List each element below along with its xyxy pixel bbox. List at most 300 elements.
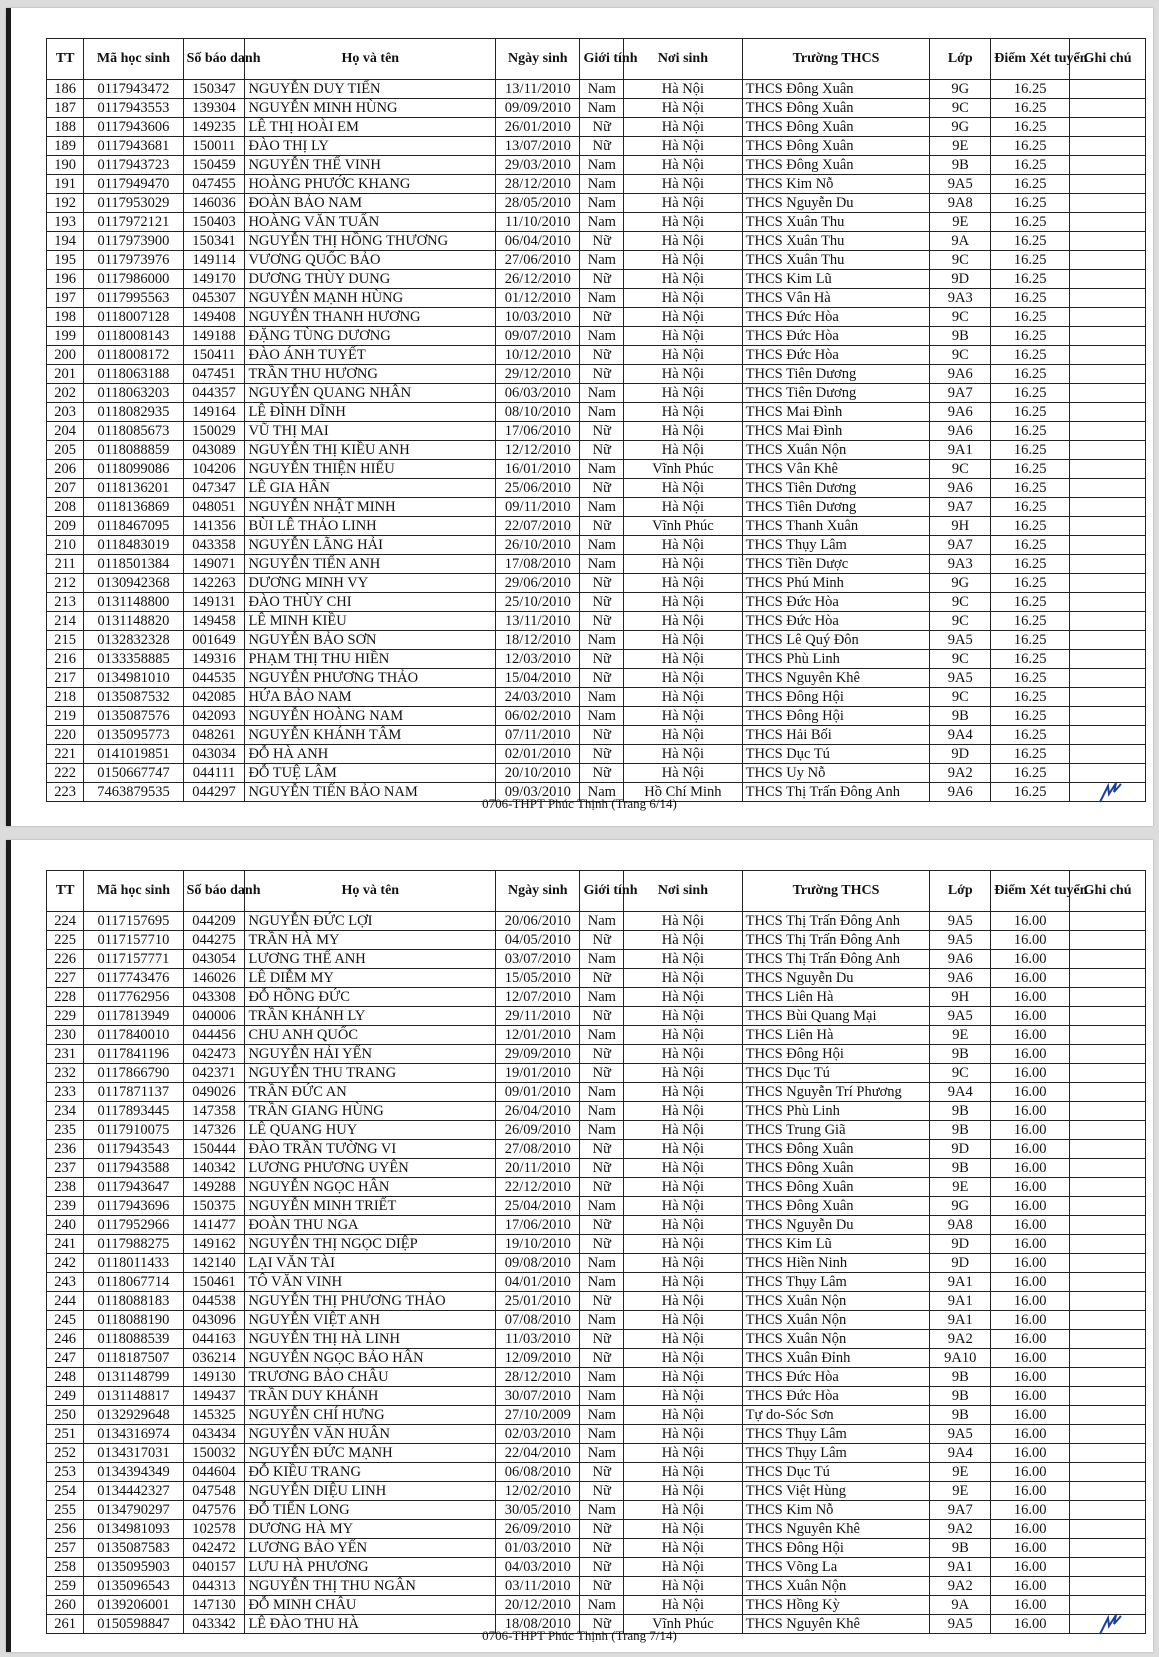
cell-score: 16.25 (991, 479, 1070, 498)
cell-exam-number: 149162 (183, 1235, 245, 1254)
cell-class: 9A4 (930, 1444, 991, 1463)
cell-student-id: 0134317031 (84, 1444, 183, 1463)
cell-note (1070, 1501, 1146, 1520)
cell-tt: 203 (47, 403, 84, 422)
cell-full-name: HOÀNG PHƯỚC KHANG (245, 175, 496, 194)
cell-birth-date: 12/02/2010 (496, 1482, 580, 1501)
cell-score: 16.00 (991, 1615, 1070, 1634)
cell-gender: Nữ (580, 1235, 624, 1254)
table-row (47, 912, 1146, 931)
cell-exam-number: 149130 (183, 1368, 245, 1387)
table-row (47, 1121, 1146, 1140)
cell-note (1070, 460, 1146, 479)
cell-birthplace: Hà Nội (624, 1140, 742, 1159)
cell-tt: 223 (47, 783, 84, 802)
cell-student-id: 0117943647 (84, 1178, 183, 1197)
cell-birthplace: Hà Nội (624, 1197, 742, 1216)
cell-gender: Nam (580, 555, 624, 574)
cell-birthplace: Vĩnh Phúc (624, 460, 742, 479)
cell-score: 16.25 (991, 669, 1070, 688)
cell-gender: Nữ (580, 931, 624, 950)
table-row (47, 289, 1146, 308)
table-row (47, 1292, 1146, 1311)
cell-gender: Nam (580, 950, 624, 969)
cell-birth-date: 26/09/2010 (496, 1520, 580, 1539)
table-row (47, 403, 1146, 422)
cell-school: THCS Thụy Lâm (742, 1444, 930, 1463)
cell-tt: 216 (47, 650, 84, 669)
cell-birthplace: Hà Nội (624, 1026, 742, 1045)
cell-student-id: 0139206001 (84, 1596, 183, 1615)
cell-tt: 235 (47, 1121, 84, 1140)
table-row (47, 969, 1146, 988)
cell-gender: Nữ (580, 612, 624, 631)
column-header-exam-number: Số báo danh (183, 871, 245, 912)
cell-note (1070, 156, 1146, 175)
cell-tt: 234 (47, 1102, 84, 1121)
cell-birth-date: 27/06/2010 (496, 251, 580, 270)
cell-class: 9E (930, 1178, 991, 1197)
table-header (47, 871, 1146, 912)
cell-gender: Nữ (580, 1159, 624, 1178)
cell-class: 9A5 (930, 175, 991, 194)
cell-student-id: 0118136201 (84, 479, 183, 498)
cell-class: 9B (930, 1368, 991, 1387)
cell-birth-date: 15/05/2010 (496, 969, 580, 988)
cell-full-name: ĐỖ HỒNG ĐỨC (245, 988, 496, 1007)
column-header-birth-date: Ngày sinh (496, 871, 580, 912)
cell-class: 9H (930, 988, 991, 1007)
cell-full-name: NGUYỄN NGỌC BẢO HÂN (245, 1349, 496, 1368)
admission-roster-table (46, 870, 1146, 1634)
cell-exam-number: 149114 (183, 251, 245, 270)
cell-birth-date: 28/05/2010 (496, 194, 580, 213)
cell-score: 16.25 (991, 631, 1070, 650)
cell-exam-number: 145325 (183, 1406, 245, 1425)
cell-school: THCS Đông Hội (742, 1045, 930, 1064)
cell-score: 16.00 (991, 1311, 1070, 1330)
table-row (47, 574, 1146, 593)
cell-student-id: 0135095773 (84, 726, 183, 745)
cell-score: 16.25 (991, 156, 1070, 175)
cell-student-id: 0117910075 (84, 1121, 183, 1140)
cell-class: 9A4 (930, 726, 991, 745)
cell-student-id: 0118007128 (84, 308, 183, 327)
cell-birthplace: Hà Nội (624, 1159, 742, 1178)
cell-birthplace: Hà Nội (624, 1387, 742, 1406)
cell-gender: Nam (580, 80, 624, 99)
cell-birth-date: 29/03/2010 (496, 156, 580, 175)
cell-gender: Nam (580, 213, 624, 232)
cell-birth-date: 29/09/2010 (496, 1045, 580, 1064)
table-row (47, 688, 1146, 707)
cell-school: THCS Đông Xuân (742, 1178, 930, 1197)
cell-score: 16.00 (991, 1064, 1070, 1083)
cell-note (1070, 441, 1146, 460)
cell-note (1070, 1330, 1146, 1349)
cell-exam-number: 036214 (183, 1349, 245, 1368)
cell-exam-number: 141477 (183, 1216, 245, 1235)
cell-tt: 189 (47, 137, 84, 156)
cell-student-id: 0131148799 (84, 1368, 183, 1387)
cell-full-name: ĐOÀN BẢO NAM (245, 194, 496, 213)
cell-exam-number: 001649 (183, 631, 245, 650)
cell-note (1070, 1083, 1146, 1102)
cell-gender: Nam (580, 327, 624, 346)
cell-gender: Nam (580, 783, 624, 802)
cell-class: 9B (930, 1121, 991, 1140)
cell-note (1070, 1558, 1146, 1577)
cell-gender: Nữ (580, 137, 624, 156)
cell-class: 9G (930, 118, 991, 137)
cell-note (1070, 479, 1146, 498)
table-row (47, 612, 1146, 631)
cell-tt: 200 (47, 346, 84, 365)
cell-class: 9C (930, 688, 991, 707)
cell-exam-number: 142140 (183, 1254, 245, 1273)
cell-full-name: NGUYỄN THANH HƯƠNG (245, 308, 496, 327)
cell-school: THCS Uy Nỗ (742, 764, 930, 783)
cell-tt: 211 (47, 555, 84, 574)
cell-full-name: DƯƠNG HÀ MY (245, 1520, 496, 1539)
cell-note (1070, 1577, 1146, 1596)
cell-birthplace: Hà Nội (624, 931, 742, 950)
table-row (47, 1007, 1146, 1026)
cell-full-name: NGUYỄN TIẾN BẢO NAM (245, 783, 496, 802)
cell-birthplace: Hà Nội (624, 441, 742, 460)
table-row (47, 1273, 1146, 1292)
cell-gender: Nam (580, 1311, 624, 1330)
cell-full-name: VƯƠNG QUỐC BẢO (245, 251, 496, 270)
cell-tt: 192 (47, 194, 84, 213)
cell-gender: Nam (580, 707, 624, 726)
cell-gender: Nam (580, 498, 624, 517)
cell-school: THCS Liên Hà (742, 988, 930, 1007)
cell-exam-number: 045307 (183, 289, 245, 308)
cell-school: THCS Thụy Lâm (742, 1425, 930, 1444)
cell-note (1070, 931, 1146, 950)
cell-birthplace: Hà Nội (624, 1539, 742, 1558)
cell-student-id: 0135087576 (84, 707, 183, 726)
column-header-school: Trường THCS (742, 39, 930, 80)
cell-gender: Nam (580, 156, 624, 175)
cell-note (1070, 137, 1146, 156)
cell-note (1070, 1292, 1146, 1311)
cell-exam-number: 150011 (183, 137, 245, 156)
cell-gender: Nữ (580, 1463, 624, 1482)
cell-note (1070, 1007, 1146, 1026)
cell-exam-number: 044111 (183, 764, 245, 783)
roster-page-7 (6, 840, 1153, 1652)
cell-school: THCS Đông Xuân (742, 137, 930, 156)
cell-tt: 250 (47, 1406, 84, 1425)
table-row (47, 1387, 1146, 1406)
cell-birth-date: 29/12/2010 (496, 365, 580, 384)
table-row (47, 194, 1146, 213)
cell-school: THCS Thị Trấn Đông Anh (742, 931, 930, 950)
cell-note (1070, 384, 1146, 403)
cell-birthplace: Hà Nội (624, 912, 742, 931)
cell-full-name: ĐỖ KIỀU TRANG (245, 1463, 496, 1482)
cell-note (1070, 612, 1146, 631)
table-row (47, 1216, 1146, 1235)
table-row (47, 213, 1146, 232)
cell-tt: 230 (47, 1026, 84, 1045)
cell-school: THCS Xuân Nộn (742, 1577, 930, 1596)
cell-school: THCS Đông Xuân (742, 80, 930, 99)
cell-class: 9A7 (930, 1501, 991, 1520)
cell-school: THCS Phú Minh (742, 574, 930, 593)
cell-exam-number: 150403 (183, 213, 245, 232)
table-row (47, 1425, 1146, 1444)
cell-note (1070, 1064, 1146, 1083)
cell-score: 16.25 (991, 327, 1070, 346)
column-header-birthplace: Nơi sinh (624, 871, 742, 912)
cell-class: 9A6 (930, 950, 991, 969)
column-header-gender: Giới tính (580, 39, 624, 80)
table-row (47, 80, 1146, 99)
cell-class: 9A6 (930, 422, 991, 441)
table-row (47, 1501, 1146, 1520)
column-header-tt: TT (47, 871, 84, 912)
admission-roster-table (46, 38, 1146, 802)
cell-score: 16.25 (991, 232, 1070, 251)
column-header-gender: Giới tính (580, 871, 624, 912)
cell-full-name: NGUYỄN DUY TIẾN (245, 80, 496, 99)
cell-tt: 225 (47, 931, 84, 950)
cell-tt: 191 (47, 175, 84, 194)
cell-class: 9G (930, 1197, 991, 1216)
cell-score: 16.00 (991, 1349, 1070, 1368)
column-header-tt: TT (47, 39, 84, 80)
cell-student-id: 0132832328 (84, 631, 183, 650)
cell-full-name: NGUYỄN THỊ THU NGÂN (245, 1577, 496, 1596)
cell-score: 16.00 (991, 950, 1070, 969)
cell-birthplace: Hà Nội (624, 1121, 742, 1140)
table-row (47, 593, 1146, 612)
table-row (47, 1368, 1146, 1387)
cell-birthplace: Hà Nội (624, 270, 742, 289)
cell-note (1070, 1349, 1146, 1368)
cell-class: 9D (930, 745, 991, 764)
cell-class: 9D (930, 270, 991, 289)
cell-score: 16.00 (991, 1273, 1070, 1292)
table-row (47, 460, 1146, 479)
cell-gender: Nữ (580, 650, 624, 669)
cell-gender: Nữ (580, 1482, 624, 1501)
cell-gender: Nam (580, 1026, 624, 1045)
cell-school: THCS Kim Lũ (742, 1235, 930, 1254)
cell-class: 9A8 (930, 194, 991, 213)
table-row (47, 1064, 1146, 1083)
cell-student-id: 0117762956 (84, 988, 183, 1007)
cell-class: 9E (930, 137, 991, 156)
cell-gender: Nữ (580, 764, 624, 783)
cell-full-name: ĐÀO ÁNH TUYẾT (245, 346, 496, 365)
cell-birth-date: 20/10/2010 (496, 764, 580, 783)
cell-birth-date: 13/11/2010 (496, 80, 580, 99)
cell-note (1070, 1520, 1146, 1539)
cell-full-name: LÊ THỊ HOÀI EM (245, 118, 496, 137)
cell-exam-number: 104206 (183, 460, 245, 479)
cell-class: 9C (930, 251, 991, 270)
cell-birth-date: 26/01/2010 (496, 118, 580, 137)
cell-exam-number: 043342 (183, 1615, 245, 1634)
table-row (47, 1026, 1146, 1045)
cell-full-name: NGUYỄN BẢO SƠN (245, 631, 496, 650)
cell-exam-number: 149235 (183, 118, 245, 137)
cell-tt: 208 (47, 498, 84, 517)
cell-birthplace: Hà Nội (624, 346, 742, 365)
cell-school: THCS Đông Xuân (742, 99, 930, 118)
cell-note (1070, 1140, 1146, 1159)
cell-birthplace: Hà Nội (624, 99, 742, 118)
cell-exam-number: 150459 (183, 156, 245, 175)
cell-class: 9G (930, 574, 991, 593)
table-row (47, 118, 1146, 137)
cell-birth-date: 18/12/2010 (496, 631, 580, 650)
cell-birth-date: 16/01/2010 (496, 460, 580, 479)
cell-note (1070, 1026, 1146, 1045)
cell-tt: 249 (47, 1387, 84, 1406)
cell-tt: 194 (47, 232, 84, 251)
cell-birthplace: Hà Nội (624, 80, 742, 99)
cell-birthplace: Hà Nội (624, 251, 742, 270)
cell-class: 9A5 (930, 1615, 991, 1634)
cell-school: THCS Đông Xuân (742, 1197, 930, 1216)
cell-student-id: 0117841196 (84, 1045, 183, 1064)
cell-birthplace: Vĩnh Phúc (624, 517, 742, 536)
table-row (47, 1102, 1146, 1121)
cell-birth-date: 28/12/2010 (496, 175, 580, 194)
column-header-full-name: Họ và tên (245, 39, 496, 80)
cell-score: 16.00 (991, 1178, 1070, 1197)
cell-full-name: NGUYỄN THỊ NGỌC DIỆP (245, 1235, 496, 1254)
cell-full-name: TRẦN GIANG HÙNG (245, 1102, 496, 1121)
cell-tt: 197 (47, 289, 84, 308)
cell-note (1070, 1463, 1146, 1482)
cell-gender: Nam (580, 1102, 624, 1121)
cell-note (1070, 1387, 1146, 1406)
cell-birthplace: Hà Nội (624, 213, 742, 232)
column-header-score: Điểm Xét tuyển (991, 871, 1070, 912)
cell-exam-number: 042085 (183, 688, 245, 707)
cell-birthplace: Hà Nội (624, 969, 742, 988)
cell-birth-date: 04/03/2010 (496, 1558, 580, 1577)
cell-tt: 255 (47, 1501, 84, 1520)
cell-birth-date: 17/06/2010 (496, 422, 580, 441)
cell-birth-date: 12/12/2010 (496, 441, 580, 460)
cell-birthplace: Hà Nội (624, 1292, 742, 1311)
cell-birthplace: Hà Nội (624, 1311, 742, 1330)
cell-tt: 231 (47, 1045, 84, 1064)
table-row (47, 1463, 1146, 1482)
cell-birthplace: Hà Nội (624, 498, 742, 517)
table-row (47, 384, 1146, 403)
cell-birthplace: Hà Nội (624, 707, 742, 726)
cell-score: 16.00 (991, 1159, 1070, 1178)
table-row (47, 479, 1146, 498)
cell-note (1070, 669, 1146, 688)
cell-student-id: 0117986000 (84, 270, 183, 289)
cell-school: THCS Tiên Dương (742, 365, 930, 384)
table-row (47, 365, 1146, 384)
cell-student-id: 0117973900 (84, 232, 183, 251)
cell-birthplace: Hà Nội (624, 1216, 742, 1235)
cell-gender: Nữ (580, 479, 624, 498)
cell-exam-number: 043089 (183, 441, 245, 460)
cell-exam-number: 047451 (183, 365, 245, 384)
signature-mark-icon (1097, 1612, 1123, 1636)
cell-full-name: NGUYỄN LÃNG HẢI (245, 536, 496, 555)
cell-note (1070, 1368, 1146, 1387)
table-row (47, 232, 1146, 251)
cell-score: 16.00 (991, 1482, 1070, 1501)
cell-birth-date: 25/10/2010 (496, 593, 580, 612)
cell-score: 16.00 (991, 1007, 1070, 1026)
cell-tt: 202 (47, 384, 84, 403)
cell-birth-date: 09/07/2010 (496, 327, 580, 346)
table-row (47, 99, 1146, 118)
cell-note (1070, 1216, 1146, 1235)
cell-score: 16.00 (991, 1083, 1070, 1102)
cell-exam-number: 150375 (183, 1197, 245, 1216)
cell-birthplace: Hà Nội (624, 1045, 742, 1064)
cell-score: 16.00 (991, 912, 1070, 931)
cell-class: 9G (930, 80, 991, 99)
cell-school: THCS Tiên Dương (742, 479, 930, 498)
cell-exam-number: 043308 (183, 988, 245, 1007)
cell-note (1070, 289, 1146, 308)
cell-class: 9A1 (930, 1311, 991, 1330)
cell-class: 9A2 (930, 1520, 991, 1539)
cell-gender: Nữ (580, 365, 624, 384)
cell-gender: Nam (580, 251, 624, 270)
cell-birthplace: Hà Nội (624, 1102, 742, 1121)
cell-full-name: LÊ GIA HÂN (245, 479, 496, 498)
cell-birth-date: 06/08/2010 (496, 1463, 580, 1482)
cell-score: 16.25 (991, 707, 1070, 726)
page-footer: 0706-THPT Phúc Thịnh (Trang 7/14) (482, 1628, 677, 1643)
cell-score: 16.00 (991, 1558, 1070, 1577)
cell-tt: 247 (47, 1349, 84, 1368)
cell-exam-number: 141356 (183, 517, 245, 536)
cell-gender: Nữ (580, 574, 624, 593)
cell-gender: Nữ (580, 1064, 624, 1083)
cell-score: 16.00 (991, 1216, 1070, 1235)
cell-full-name: NGUYỄN PHƯƠNG THẢO (245, 669, 496, 688)
cell-note (1070, 1159, 1146, 1178)
cell-score: 16.25 (991, 745, 1070, 764)
table-row (47, 1254, 1146, 1273)
cell-score: 16.25 (991, 384, 1070, 403)
cell-birth-date: 09/11/2010 (496, 498, 580, 517)
table-row (47, 346, 1146, 365)
cell-tt: 201 (47, 365, 84, 384)
cell-school: THCS Đức Hòa (742, 327, 930, 346)
cell-birthplace: Hà Nội (624, 1368, 742, 1387)
cell-birth-date: 17/08/2010 (496, 555, 580, 574)
cell-school: THCS Liên Hà (742, 1026, 930, 1045)
cell-full-name: LÊ MINH KIỀU (245, 612, 496, 631)
cell-class: 9A1 (930, 1273, 991, 1292)
cell-score: 16.25 (991, 422, 1070, 441)
cell-birthplace: Hà Nội (624, 1330, 742, 1349)
cell-full-name: NGUYỄN VIỆT ANH (245, 1311, 496, 1330)
cell-full-name: NGUYỄN MINH TRIẾT (245, 1197, 496, 1216)
cell-exam-number: 040157 (183, 1558, 245, 1577)
cell-full-name: NGUYỄN THIỆN HIẾU (245, 460, 496, 479)
